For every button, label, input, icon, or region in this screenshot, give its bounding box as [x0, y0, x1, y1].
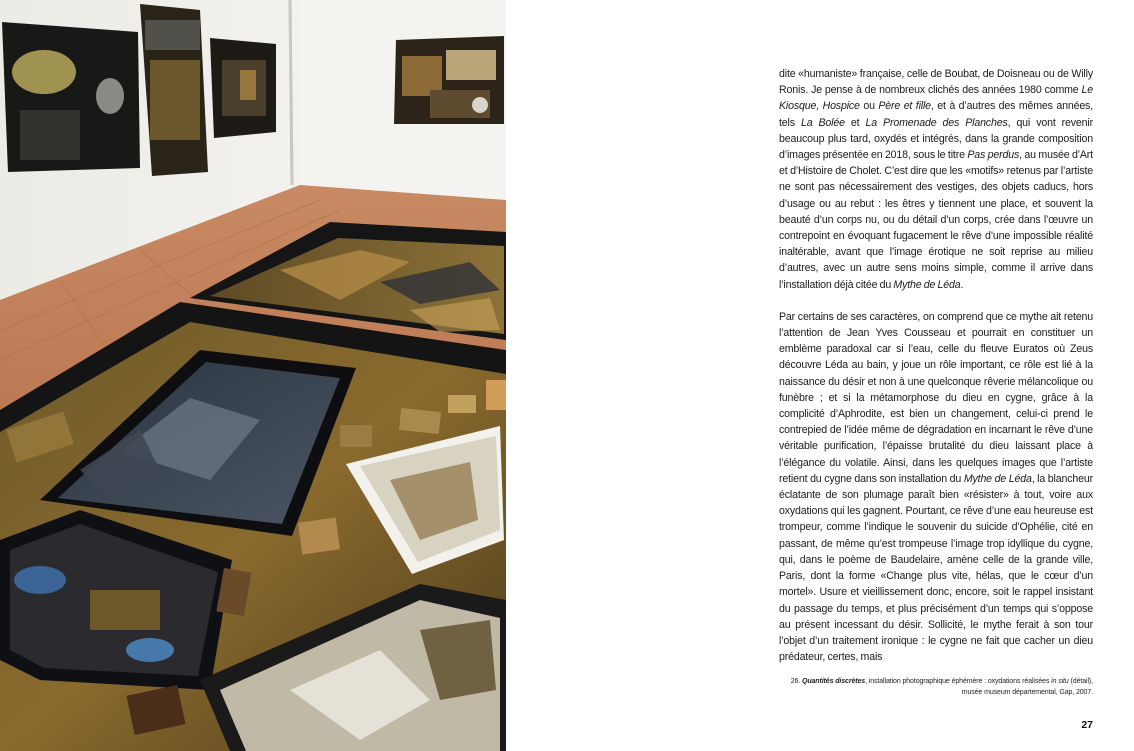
installation-photo-drawing	[0, 0, 506, 751]
italic-title: Mythe de Léda	[963, 472, 1032, 485]
caption-line-2: musée museum départemental, Gap, 2007.	[961, 689, 1093, 696]
text-run: dite «humaniste» française, celle de Boubat, de Doisneau ou de Willy Ronis. Je pense à de nombreux clichés des années 1980 comme	[779, 68, 1093, 97]
body-paragraph-2	[779, 309, 1093, 665]
body-text	[779, 66, 1093, 665]
wall-print-3	[210, 38, 276, 138]
wall-print-4	[394, 36, 504, 124]
caption-text-1: , installation photographique éphémère : oxydations réalisées	[865, 678, 1052, 685]
text-run: , qui vont revenir beaucoup plus tard, oxydés et intégrés, dans la grande composition d’images présentée en 2018, sous le titre	[779, 116, 1094, 162]
figure-caption	[760, 676, 1093, 698]
text-run: ou	[859, 100, 879, 113]
caption-text-2: (détail),	[1068, 678, 1093, 685]
text-run: .	[960, 278, 964, 291]
text-run: , et à d’autres des mêmes années, tels	[779, 100, 1093, 129]
italic-title: Le Kiosque, Hospice	[779, 84, 1093, 113]
italic-title: La Bolée	[800, 116, 845, 129]
page-number: 27	[1081, 719, 1093, 731]
text-run: , la blancheur éclatante de son plumage paraît bien «résister» à tout, voire aux oxydations qui les gagnent. Pourtant, ce rêve d’une eau heureuse est trompeur, comme l’indique le souvenir du suicide d’Ophélie, cité en passant, de même qu’est trompeuse l’image trop idyllique du cygne, qui, dans le poème de Baudelaire, amène celle de la grande ville, Paris, dont la forme «Change plus vite, hélas, que le cœur d’un mortel». Usure et vieillissement donc, encore, soit le rappel insistant du passage du temps, et plus précisément d’un temps qui s’oppose au présent incessant du désir. Sollicité, le mythe ferait à son tour l’objet d’un traitement ironique : le cygne ne fait que cacher un dieu prédateur, certes, mais	[779, 472, 1093, 664]
italic-title: La Promenade des Planches	[865, 116, 1008, 129]
caption-number: 26.	[790, 678, 801, 685]
installation-photo	[0, 0, 506, 751]
text-run: Par certains de ses caractères, on comprend que ce mythe ait retenu l’attention de Jean Yves Cousseau et pourrait en constituer un emblème paradoxal car si l’eau, celle du fleuve Euratos où Zeus découvre Léda au bain, y joue un rôle important, ce rôle est lié à la naissance du désir et non à une quelconque rêverie mélancolique ou funèbre ; et si la métamorphose du dieu en cygne, grâce à la complicité d’Aphrodite, est bien un changement, celui-ci prend le contrepied de l’idée même de dégradation en incarnant le rêve d’une véritable purification, l’épaisse brutalité du dieu laissant place à l’élégance du volatile. Ainsi, dans les quelques images que l’artiste retient du cygne dans son installation du	[779, 310, 1093, 485]
italic-title: Père et fille	[878, 100, 931, 113]
caption-title: Quantités discrètes	[801, 678, 866, 685]
text-run: , au musée d’Art et d’Histoire de Cholet. C’est dire que les «motifs» retenus par l’artiste ne sont pas nécessairement des vestiges, des objets caducs, hors d’usage ou au rebut : les êtres y tiennent une place, et souvent la beauté d’un corps nu, ou du détail d’un corps, crée dans l’œuvre un contrepoint en évoquant fugacement le rêve d’une impossible réalité inaltérable, avant que l’image érotique ne soit reprise au milieu d’autres, avec un autre sens moins simple, comme il arrive dans l’installation déjà citée du	[779, 149, 1093, 291]
text-run: et	[844, 116, 866, 129]
wall-print-1	[2, 22, 140, 172]
body-paragraph-1	[779, 66, 1093, 293]
caption-text-italic: in situ	[1051, 678, 1069, 685]
floor-frame-front	[0, 302, 506, 751]
italic-title: Pas perdus	[967, 149, 1020, 162]
italic-title: Mythe de Léda	[893, 278, 961, 291]
caption-line-1	[760, 676, 1093, 687]
